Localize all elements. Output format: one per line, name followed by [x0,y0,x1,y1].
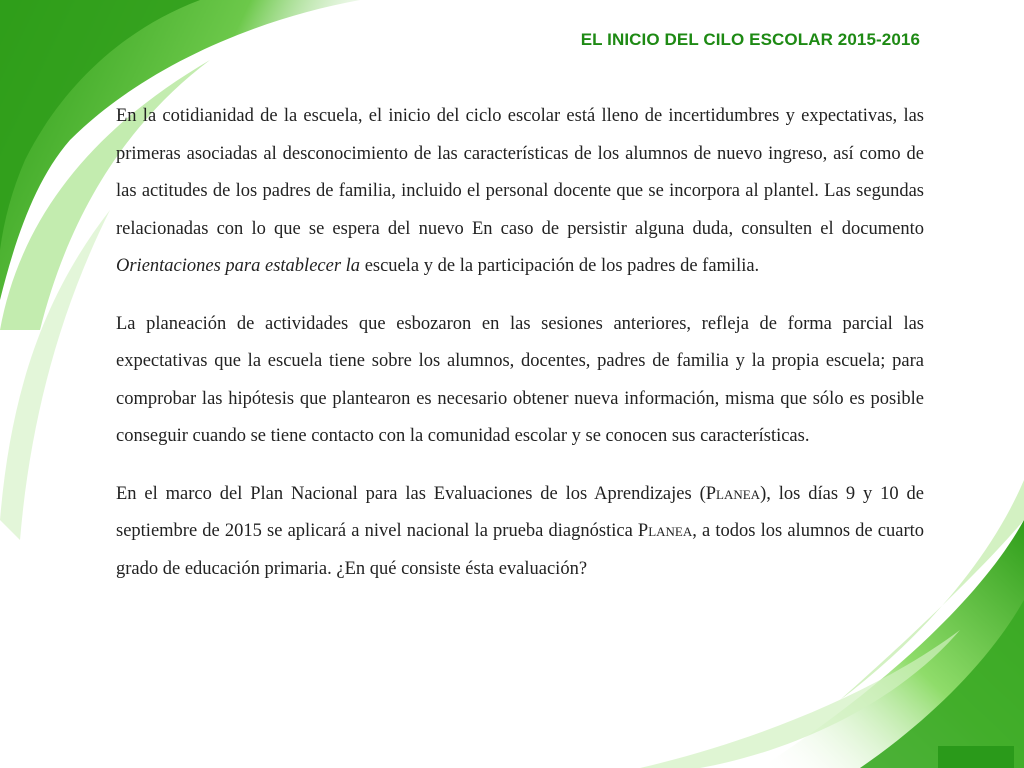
page-title: EL INICIO DEL CILO ESCOLAR 2015-2016 [580,30,920,49]
planea-name: Planea [705,483,761,504]
paragraph-3: En el marco del Plan Nacional para las Evaluaciones de los Aprendizajes (Planea), los días 9 y 10 de septiembre de 2015 se aplicará a nivel nacional la prueba diagnóstica Planea, a todos los alumnos de cuarto grado de educación primaria. ¿En qué consiste ésta evaluación? [116,483,924,579]
paragraph-1: En la cotidianidad de la escuela, el inicio del ciclo escolar está lleno de incertidumbres y expectativas, las primeras asociadas al desconocimiento de las características de los alumnos de nuevo ingreso, así como de las actitudes de los padres de familia, incluido el personal docente que se incorpora al plantel. Las segundas relacionadas con lo que se espera del nuevo En caso de persistir alguna duda, consulten el documento Orientaciones para establecer la escuela y de la participación de los padres de familia. [116,106,924,276]
planea-name-2: Planea [637,521,693,541]
document-reference: Orientaciones para establecer la [116,256,361,276]
document-body [116,98,924,608]
paragraph-2: La planeación de actividades que esbozaron en las sesiones anteriores, refleja de forma parcial las expectativas que la escuela tiene sobre los alumnos, docentes, padres de familia y la propia escuela; para comprobar las hipótesis que plantearon es necesario obtener nueva información, misma que sólo es posible conseguir cuando se tiene contacto con la comunidad escolar y se conocen sus características. [116,313,924,446]
corner-block [938,746,1014,768]
